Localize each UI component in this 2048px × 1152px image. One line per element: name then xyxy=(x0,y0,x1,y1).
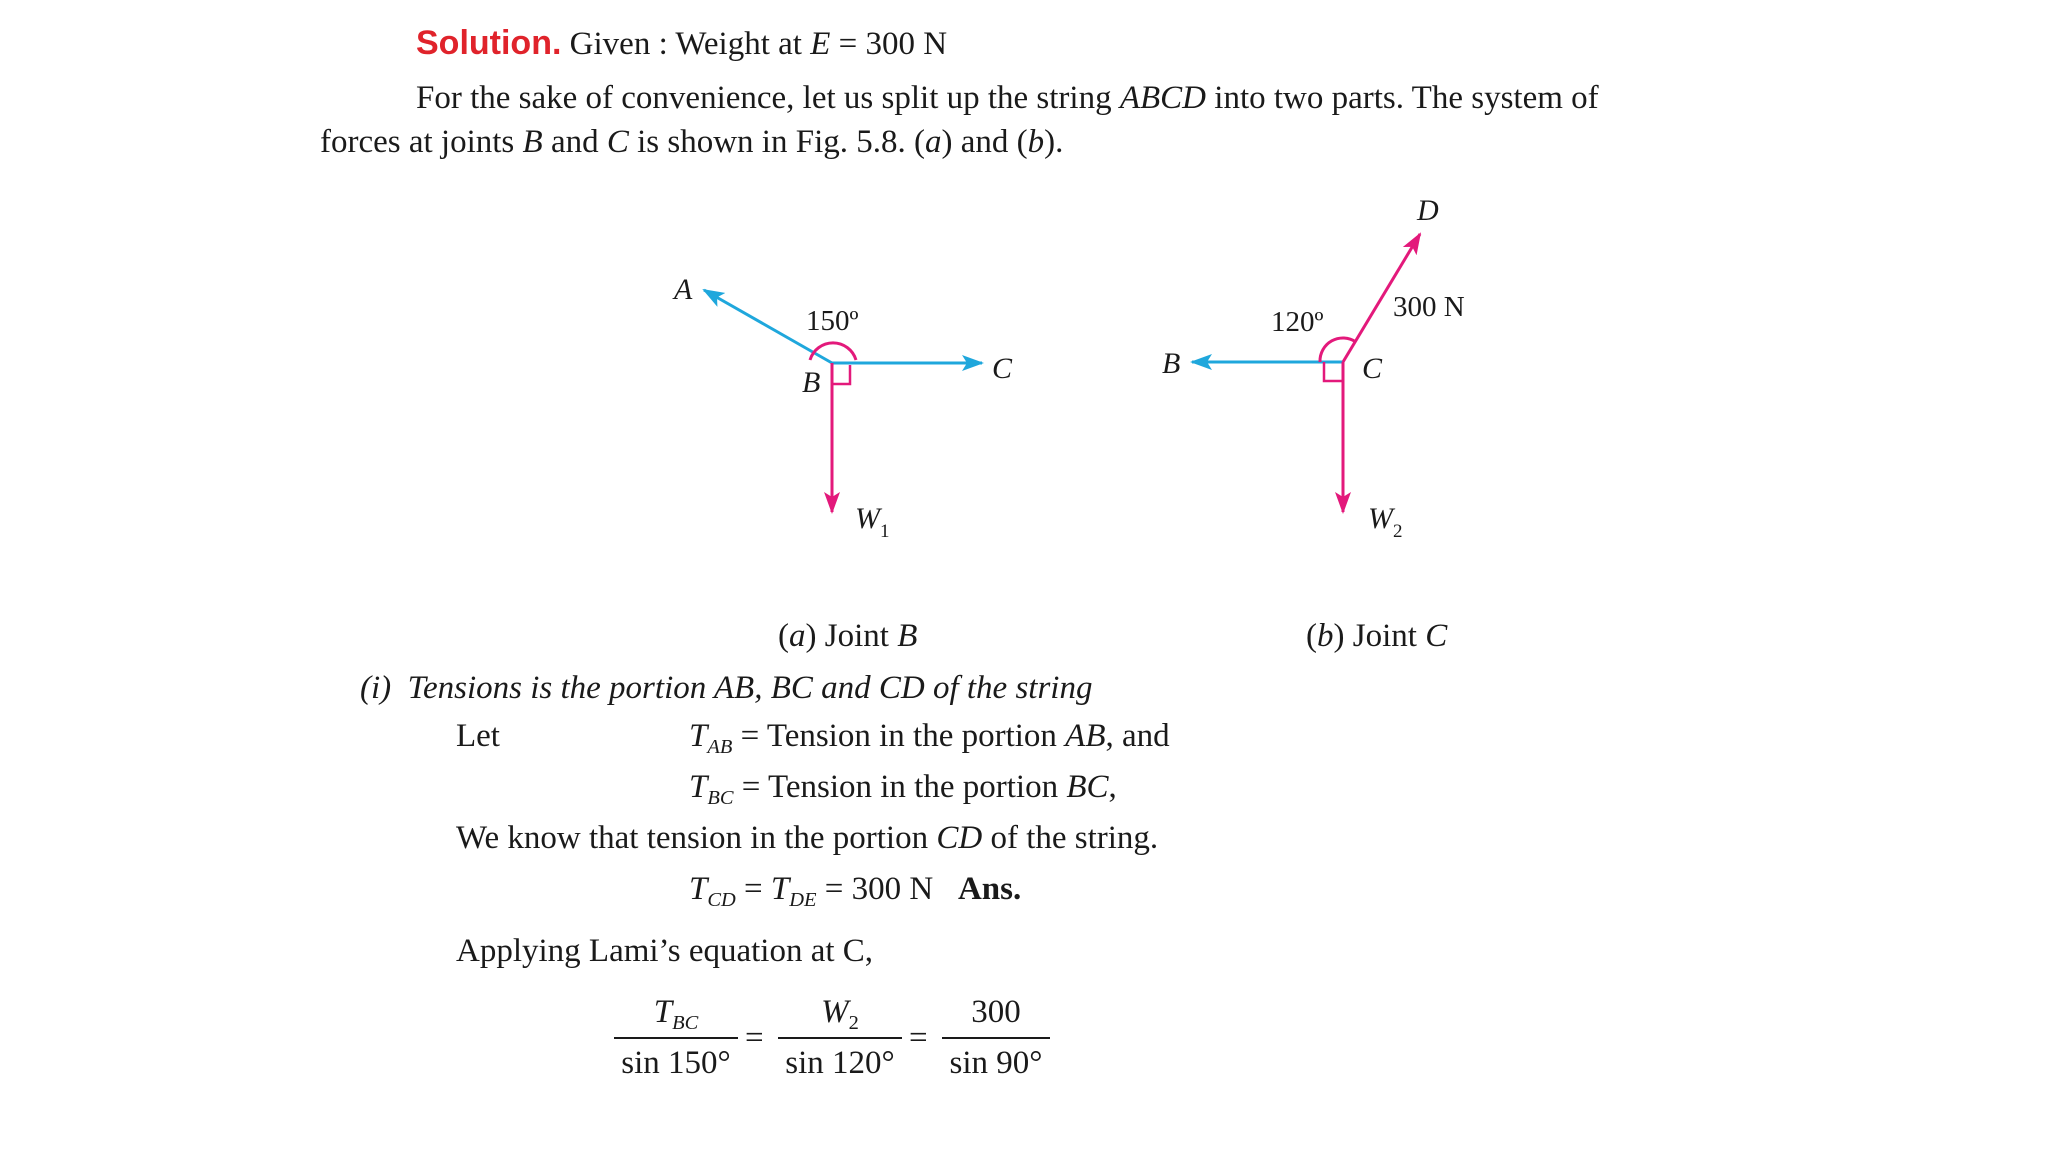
t-symbol: T xyxy=(689,718,708,754)
section-heading-text: Tensions is the portion AB, BC and CD of the string xyxy=(407,670,1093,706)
denominator: sin 150° xyxy=(621,1045,731,1081)
intro-var: a xyxy=(925,124,942,160)
t-subscript: CD xyxy=(707,889,736,912)
num-subscript: BC xyxy=(672,1012,699,1035)
solution-line xyxy=(416,26,947,61)
num-symbol: T xyxy=(653,994,673,1030)
angle-150-label: 150º xyxy=(806,305,859,337)
def-t-ab xyxy=(689,718,1170,759)
def-text: = Tension in the portion xyxy=(740,718,1057,754)
ans-label: Ans. xyxy=(957,871,1022,907)
def-var: AB xyxy=(1065,718,1106,754)
section-number: (i) xyxy=(360,670,392,706)
caption-text: Joint xyxy=(1352,618,1417,654)
intro-var: ABCD xyxy=(1119,80,1207,116)
intro-var: B xyxy=(522,124,543,160)
num-subscript: 2 xyxy=(848,1012,859,1035)
fraction-300 xyxy=(942,994,1050,1082)
angle-arc-150 xyxy=(810,343,856,360)
intro-line-2 xyxy=(320,126,1063,159)
intro-line-1 xyxy=(416,82,1599,115)
intro-text: and xyxy=(550,124,599,160)
t-symbol: T xyxy=(770,871,790,907)
label-w2: $W_2$ xyxy=(1368,502,1403,542)
intro-var: C xyxy=(606,124,629,160)
num-symbol: W xyxy=(821,994,849,1030)
denominator: sin 120° xyxy=(785,1045,895,1081)
t-symbol: T xyxy=(689,769,708,805)
def-end: , and xyxy=(1105,718,1170,754)
equals-sign: = xyxy=(745,1020,764,1056)
lami-line: Applying Lami’s equation at C, xyxy=(456,933,874,969)
let-label: Let xyxy=(456,718,500,754)
section-heading xyxy=(360,672,1092,705)
figure-b-joint-c xyxy=(1150,190,1500,560)
label-c: C xyxy=(1362,352,1383,385)
def-end: , xyxy=(1108,769,1117,805)
def-var: BC xyxy=(1066,769,1109,805)
equals-sign: = xyxy=(744,871,763,907)
intro-text: ). xyxy=(1044,124,1064,160)
label-w1: $W_1$ xyxy=(855,502,890,542)
fraction-tbc xyxy=(614,994,738,1082)
label-a: A xyxy=(674,273,693,306)
given-var: E xyxy=(810,26,831,62)
tcd-equation xyxy=(689,871,1022,912)
given-text: Given : Weight at xyxy=(569,26,802,62)
right-angle-mark xyxy=(832,365,850,384)
caption-joint: B xyxy=(897,618,918,654)
t-subscript: DE xyxy=(789,889,817,912)
know-text: We know that tension in the portion xyxy=(456,820,929,856)
caption-letter: b xyxy=(1317,618,1334,654)
know-var: CD xyxy=(936,820,983,856)
caption-b: (b) Joint C xyxy=(1306,618,1448,654)
right-angle-mark xyxy=(1324,362,1343,381)
def-t-bc xyxy=(689,769,1117,810)
label-c: C xyxy=(992,352,1013,385)
def-text: = Tension in the portion xyxy=(741,769,1059,805)
given-value: = 300 N xyxy=(838,26,948,62)
tension-value: = 300 N xyxy=(824,871,934,907)
angle-120-label: 120º xyxy=(1271,306,1324,338)
know-text-end: of the string. xyxy=(990,820,1159,856)
know-line xyxy=(456,822,1158,855)
t-symbol: T xyxy=(689,871,708,907)
caption-letter: a xyxy=(789,618,806,654)
solution-label: Solution. xyxy=(416,24,562,62)
denominator: sin 90° xyxy=(949,1045,1043,1081)
intro-text: For the sake of convenience, let us split up the string xyxy=(416,80,1112,116)
intro-text-end: into two parts. The system of xyxy=(1214,80,1599,116)
label-b: B xyxy=(802,366,821,399)
intro-text: ) and ( xyxy=(941,124,1028,160)
caption-text: Joint xyxy=(824,618,889,654)
caption-joint: C xyxy=(1425,618,1448,654)
t-subscript: AB xyxy=(707,736,733,759)
label-d: D xyxy=(1417,194,1439,227)
equals-sign: = xyxy=(909,1020,928,1056)
caption-a: (a) Joint B xyxy=(778,618,918,654)
fraction-w2 xyxy=(778,994,902,1082)
figure-a-joint-b xyxy=(650,260,1030,560)
label-b: B xyxy=(1162,347,1181,380)
intro-var: b xyxy=(1027,124,1045,160)
force-300n-label: 300 N xyxy=(1393,291,1465,323)
intro-text: is shown in Fig. 5.8. ( xyxy=(637,124,925,160)
numerator: 300 xyxy=(971,994,1021,1030)
t-subscript: BC xyxy=(707,787,734,810)
intro-text: forces at joints xyxy=(320,124,515,160)
